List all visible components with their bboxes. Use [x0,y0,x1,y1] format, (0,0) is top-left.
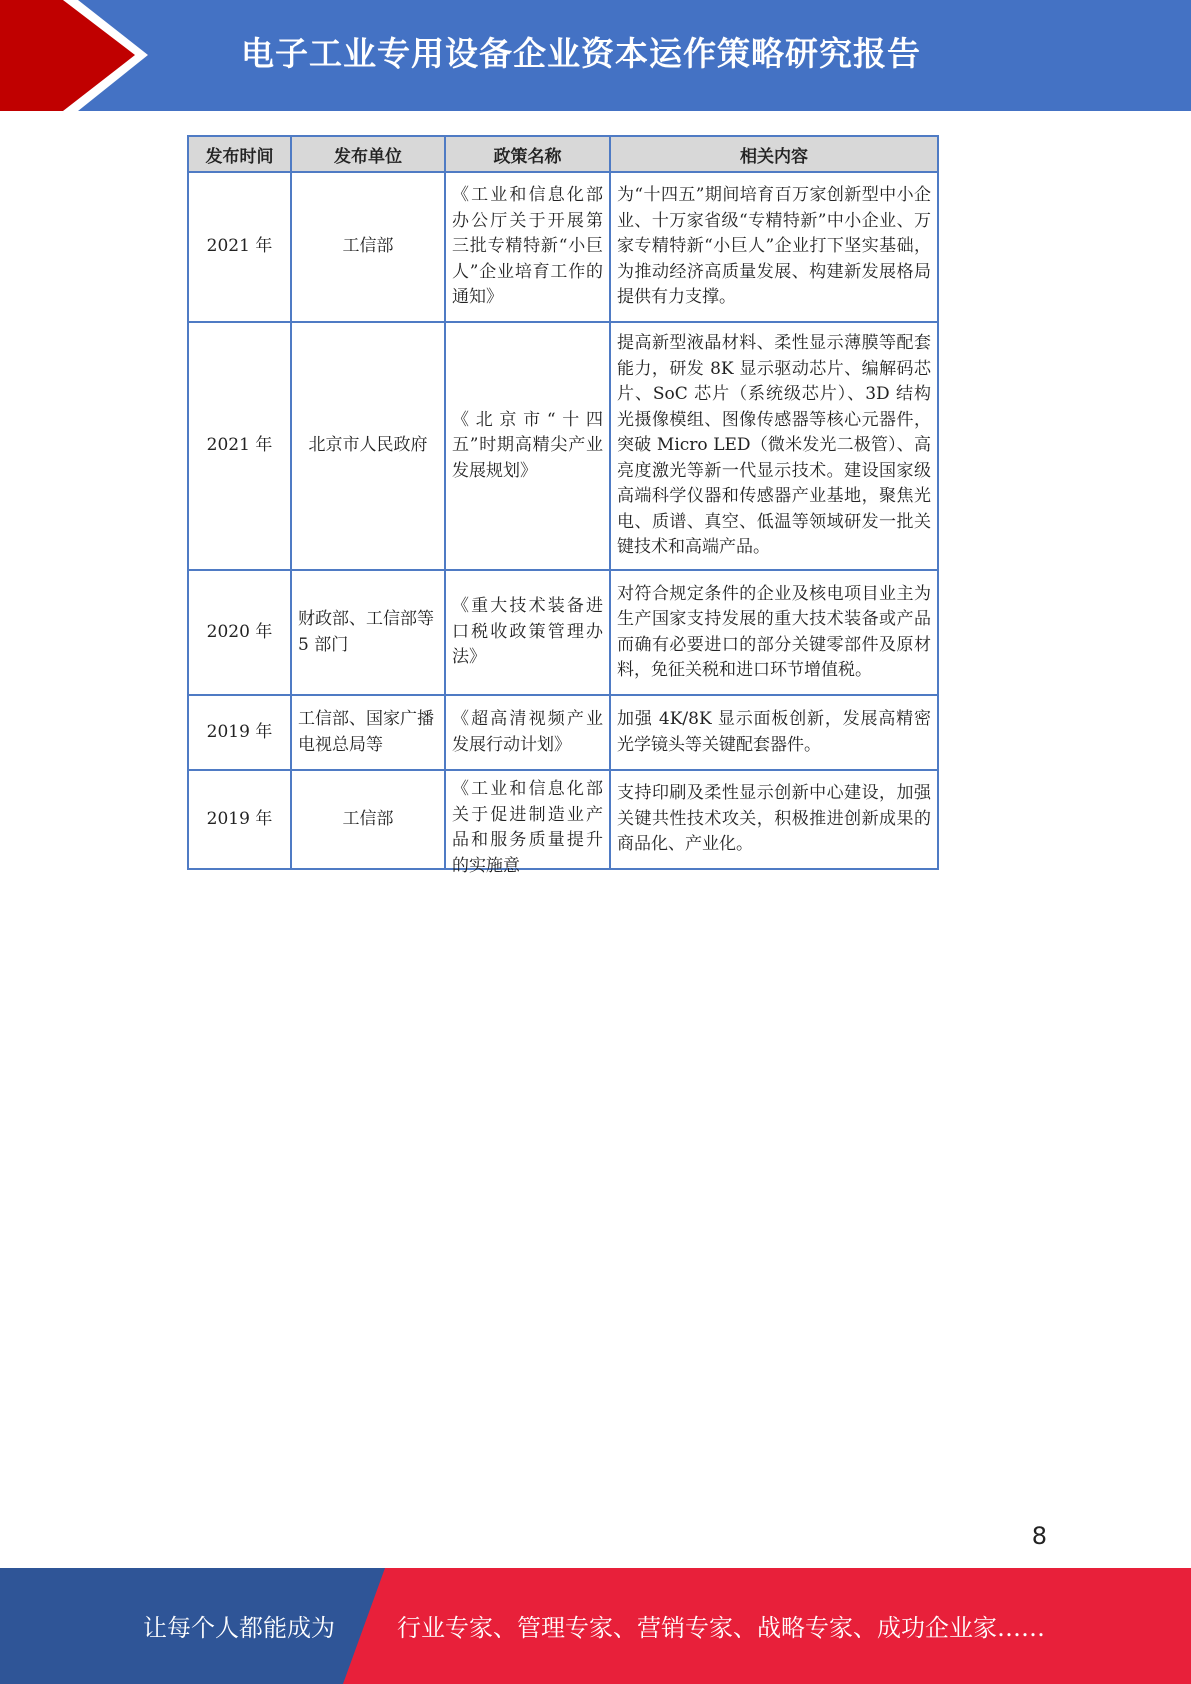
cell-content: 加强 4K/8K 显示面板创新，发展高精密光学镜头等关键配套器件。 [610,695,938,770]
cell-year: 2019 年 [188,770,291,869]
cell-year: 2019 年 [188,695,291,770]
cell-unit: 工信部 [291,770,445,869]
cell-unit: 北京市人民政府 [291,322,445,570]
cell-policy-name: 《工业和信息化部办公厅关于开展第三批专精特新“小巨人”企业培育工作的通知》 [445,172,610,322]
table-header-row [188,136,938,172]
cell-policy-name-text: 《工业和信息化部关于促进制造业产品和服务质量提升的实施意 [452,779,603,876]
cell-year: 2020 年 [188,570,291,695]
table-row [188,770,938,869]
cell-unit: 工信部、国家广播电视总局等 [291,695,445,770]
cell-content: 支持印刷及柔性显示创新中心建设，加强关键共性技术攻关，积极推进创新成果的商品化、产业化。 [610,770,938,869]
page-header [0,0,1191,111]
cell-policy-name: 《北京市“十四五”时期高精尖产业发展规划》 [445,322,610,570]
cell-content: 提高新型液晶材料、柔性显示薄膜等配套能力，研发 8K 显示驱动芯片、编解码芯片、SoC 芯片（系统级芯片）、3D 结构光摄像模组、图像传感器等核心元器件，突破 Micro LED（微米发光二极管）、高亮度激光等新一代显示技术。建设国家级高端科学仪器和传感器产业基地，聚焦光电、质谱、真空、低温等领域研发一批关键技术和高端产品。 [610,322,938,570]
cell-year: 2021 年 [188,172,291,322]
column-header-year: 发布时间 [188,136,291,172]
header-chevron-icon [0,0,160,111]
cell-year: 2021 年 [188,322,291,570]
footer-slogan-right: 行业专家、管理专家、营销专家、战略专家、成功企业家…… [397,1614,1045,1642]
table-row [188,570,938,695]
column-header-content: 相关内容 [610,136,938,172]
column-header-policy-name: 政策名称 [445,136,610,172]
policy-table [187,135,939,876]
table-row [188,695,938,770]
cell-policy-name: 《重大技术装备进口税收政策管理办法》 [445,570,610,695]
footer-slogan-left: 让每个人都能成为 [143,1614,335,1642]
page-footer [0,1568,1191,1684]
table-row [188,322,938,570]
cell-policy-name [445,770,610,876]
report-title: 电子工业专用设备企业资本运作策略研究报告 [241,34,921,73]
cell-content: 为“十四五”期间培育百万家创新型中小企业、十万家省级“专精特新”中小企业、万家专精特新“小巨人”企业打下坚实基础，为推动经济高质量发展、构建新发展格局提供有力支撑。 [610,172,938,322]
cell-content: 对符合规定条件的企业及核电项目业主为生产国家支持发展的重大技术装备或产品而确有必要进口的部分关键零部件及原材料，免征关税和进口环节增值税。 [610,570,938,695]
column-header-unit: 发布单位 [291,136,445,172]
policy-table-container [187,135,937,876]
table-row [188,172,938,322]
page-number: 8 [1031,1522,1047,1550]
cell-unit: 财政部、工信部等 5 部门 [291,570,445,695]
cell-policy-name: 《超高清视频产业发展行动计划》 [445,695,610,770]
cell-unit: 工信部 [291,172,445,322]
